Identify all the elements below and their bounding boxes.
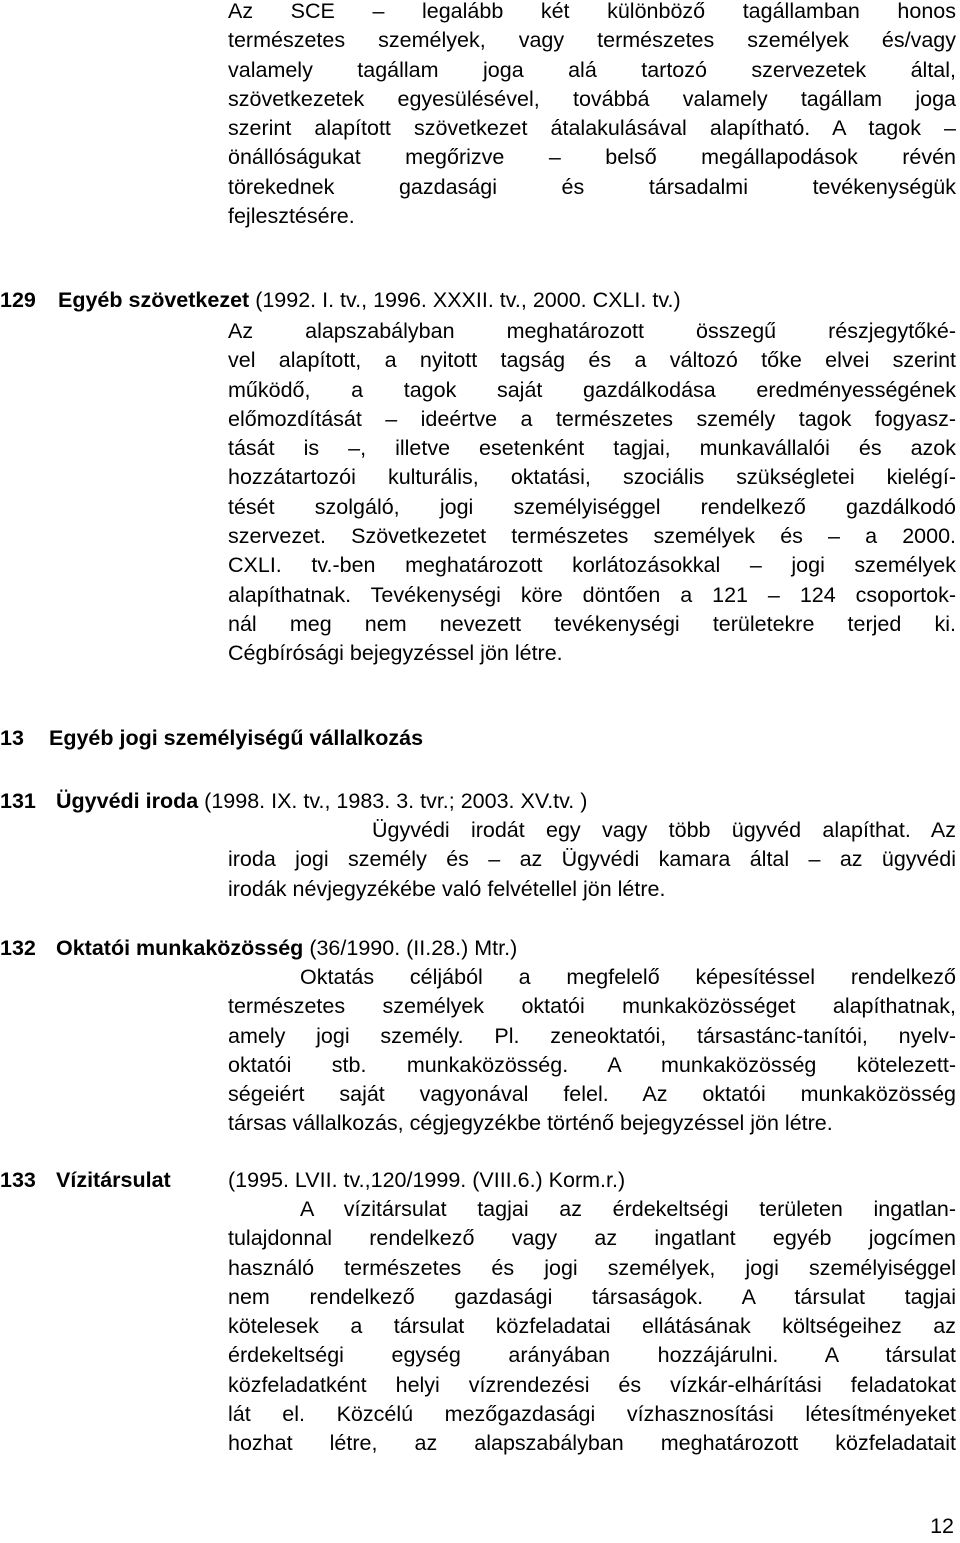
text-line: oktatói stb. munkaközösség. A munkaközösség kötelezett-	[228, 1052, 956, 1077]
text-line: alapíthatnak. Tevékenységi köre döntően a 121 – 124 csoportok-	[228, 582, 956, 607]
text-line: használó természetes és jogi személyek, jogi személyiséggel	[228, 1255, 956, 1280]
section-number: 131	[0, 789, 36, 813]
text-line: közfeladatként helyi vízrendezési és vízkár-elhárítási feladatokat	[228, 1372, 956, 1397]
text-line: Az SCE – legalább két különböző tagállamban honos	[228, 0, 956, 23]
text-line: vel alapított, a nyitott tagság és a változó tőke elvei szerint	[228, 348, 956, 373]
text-line: hozzátartozói kulturális, oktatási, szociális szükségletei kielégí-	[228, 465, 956, 490]
section-heading-129	[0, 285, 681, 315]
intro-paragraph	[228, 0, 956, 231]
text-line: A vízitársulat tagjai az érdekeltségi területen ingatlan-	[300, 1197, 956, 1221]
section-heading-131	[0, 786, 587, 816]
section-reference: (36/1990. (II.28.) Mtr.)	[309, 936, 518, 960]
text-line: törekednek gazdasági és társadalmi tevékenységük	[228, 174, 956, 199]
section-title: Egyéb szövetkezet	[58, 288, 250, 312]
text-line: tulajdonnal rendelkező vagy az ingatlant egyéb jogcímen	[228, 1226, 956, 1251]
section-reference: (1998. IX. tv., 1983. 3. tvr.; 2003. XV.tv. )	[204, 789, 588, 813]
text-line: CXLI. tv.-ben meghatározott korlátozásokkal – jogi személyek	[228, 553, 956, 578]
text-line: működő, a tagok saját gazdálkodása eredményességének	[228, 377, 956, 402]
text-line: fejlesztésére.	[228, 204, 355, 229]
section-body-132	[228, 963, 956, 1139]
text-line: Oktatás céljából a megfelelő képesítéssel rendelkező	[300, 965, 956, 989]
section-body-133	[228, 1195, 956, 1459]
text-line: valamely tagállam joga alá tartozó szervezetek által,	[228, 57, 956, 82]
text-line: nál meg nem nevezett tevékenységi területekre terjed ki.	[228, 611, 956, 636]
section-number: 133	[0, 1168, 36, 1192]
text-line: lát el. Közcélú mezőgazdasági vízhasznosítási létesítményeket	[228, 1402, 956, 1427]
section-title: Egyéb jogi személyiségű vállalkozás	[49, 726, 424, 750]
text-line: ségeiért saját vagyonával felel. Az oktatói munkaközösség	[228, 1082, 956, 1107]
section-body-129	[228, 317, 956, 669]
text-line: Ügyvédi irodát egy vagy több ügyvéd alapíthat. Az	[372, 818, 956, 842]
section-number: 129	[0, 288, 36, 312]
section-title: Vízitársulat	[56, 1168, 171, 1192]
text-line: tését szolgáló, jogi személyiséggel rendelkező gazdálkodó	[228, 494, 956, 519]
text-line: Az alapszabályban meghatározott összegű részjegytőké-	[228, 319, 956, 343]
section-reference: (1992. I. tv., 1996. XXXII. tv., 2000. CXLI. tv.)	[255, 288, 681, 312]
text-line: iroda jogi személy és – az Ügyvédi kamara által – az ügyvédi	[228, 847, 956, 872]
text-line: nem rendelkező gazdasági társaságok. A társulat tagjai	[228, 1284, 956, 1309]
section-body-131	[228, 816, 956, 904]
section-title: Ügyvédi iroda	[56, 789, 199, 813]
text-line: szövetkezetek egyesülésével, továbbá valamely tagállam joga	[228, 86, 956, 111]
text-line: kötelesek a társulat közfeladatai ellátásának költségeihez az	[228, 1314, 956, 1339]
text-line: hozhat létre, az alapszabályban meghatározott közfeladatait	[228, 1431, 956, 1456]
text-line: társas vállalkozás, cégjegyzékbe történő bejegyzéssel jön létre.	[228, 1111, 833, 1136]
text-line: amely jogi személy. Pl. zeneoktatói, társastánc-tanítói, nyelv-	[228, 1023, 956, 1048]
section-heading-13	[0, 723, 423, 753]
text-line: előmozdítását – ideértve a természetes személy tagok fogyasz-	[228, 406, 956, 431]
text-line: szervezet. Szövetkezetet természetes személyek és – a 2000.	[228, 524, 956, 549]
text-line: természetes személyek oktatói munkaközösséget alapíthatnak,	[228, 994, 956, 1019]
section-reference: (1995. LVII. tv.,120/1999. (VIII.6.) Korm.r.)	[228, 1168, 626, 1192]
text-line: önállóságukat megőrizve – belső megállapodások révén	[228, 145, 956, 170]
section-number: 132	[0, 936, 36, 960]
text-line: tását is –, illetve esetenként tagjai, munkavállalói és azok	[228, 436, 956, 461]
page-number: 12	[930, 1514, 954, 1538]
text-line: természetes személyek, vagy természetes személyek és/vagy	[228, 28, 956, 53]
text-line: Cégbírósági bejegyzéssel jön létre.	[228, 641, 563, 666]
text-line: szerint alapított szövetkezet átalakulásával alapítható. A tagok –	[228, 116, 956, 141]
text-line: irodák névjegyzékébe való felvétellel jön létre.	[228, 876, 666, 901]
section-title: Oktatói munkaközösség	[56, 936, 304, 960]
text-line: érdekeltségi egység arányában hozzájárulni. A társulat	[228, 1343, 956, 1368]
section-heading-133	[0, 1165, 625, 1195]
section-number: 13	[0, 726, 24, 750]
section-heading-132	[0, 933, 517, 963]
